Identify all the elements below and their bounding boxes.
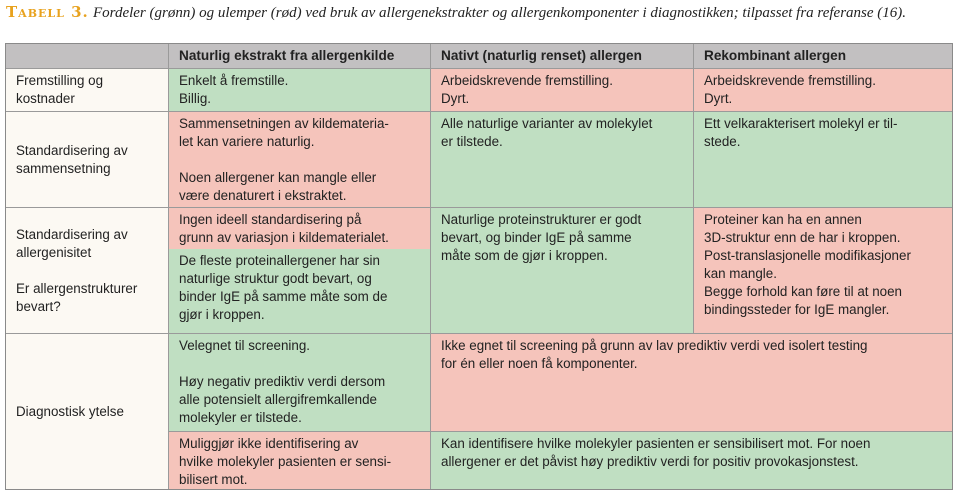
cell-line: Kan identifisere hvilke molekyler pasienten er sensibilisert mot. For noen — [441, 436, 871, 451]
cell-line: stede. — [704, 134, 741, 149]
cell-line: for én eller noen få komponenter. — [441, 356, 638, 371]
cell-line: Proteiner kan ha en annen — [704, 212, 862, 227]
cell-diagnostic-extract-benefit — [168, 333, 430, 431]
cell-production-native — [430, 68, 693, 111]
cell-diagnostic-components-benefit — [430, 431, 952, 489]
cell-line: Naturlige proteinstrukturer er godt — [441, 212, 642, 227]
row-label-line: Diagnostisk ytelse — [16, 403, 124, 419]
cell-line: bevart, og binder IgE på samme — [441, 230, 632, 245]
cell-line: Arbeidskrevende fremstilling. — [704, 73, 876, 88]
cell-line: Ingen ideell standardisering på — [179, 212, 362, 227]
cell-line: Begge forhold kan føre til at noen — [704, 284, 903, 299]
row-label-line: allergenisitet — [16, 244, 92, 260]
cell-line: Post-translasjonelle modifikasjoner — [704, 248, 911, 263]
cell-line: bindingssteder for IgE mangler. — [704, 302, 890, 317]
row-label-line: Standardisering av — [16, 226, 128, 242]
cell-line: alle potensielt allergifremkallende — [179, 392, 377, 407]
cell-line: Noen allergener kan mangle eller — [179, 170, 377, 185]
cell-allergenicity-extract-benefit — [168, 249, 430, 333]
row-label-diagnostic — [6, 333, 168, 489]
cell-line: Sammensetningen av kildemateria- — [179, 116, 389, 131]
cell-line: Velegnet til screening. — [179, 338, 311, 353]
caption-text: Fordeler (grønn) og ulemper (rød) ved bruk av allergenekstrakter og allergenkomponenter i diagnostikken; tilpasset fra referanse (16). — [93, 5, 907, 21]
row-label-line: Standardisering av — [16, 142, 128, 158]
row-label-line: Fremstilling og — [16, 73, 104, 88]
row-label-production — [6, 68, 168, 111]
row-label-line: kostnader — [16, 91, 75, 106]
table-caption — [6, 3, 906, 22]
row-label-line: sammensetning — [16, 160, 111, 176]
cell-allergenicity-extract-drawback — [168, 207, 430, 249]
cell-line: Ikke egnet til screening på grunn av lav prediktiv verdi ved isolert testing — [441, 338, 868, 353]
cell-production-extract — [168, 68, 430, 111]
cell-diagnostic-components-drawback — [430, 333, 952, 431]
cell-line: kan mangle. — [704, 266, 777, 281]
cell-composition-native — [430, 111, 693, 207]
cell-line: Billig. — [179, 91, 211, 106]
caption-label: Tabell 3. — [6, 3, 89, 21]
cell-line: gjør i kroppen. — [179, 307, 265, 322]
cell-composition-extract — [168, 111, 430, 207]
cell-line: Ett velkarakterisert molekyl er til- — [704, 116, 898, 131]
row-label-line: Er allergenstrukturer — [16, 280, 138, 296]
cell-line: bilisert mot. — [179, 472, 248, 487]
cell-allergenicity-native — [430, 207, 693, 333]
cell-line: hvilke molekyler pasienten er sensi- — [179, 454, 392, 469]
cell-line: Muliggjør ikke identifisering av — [179, 436, 359, 451]
cell-allergenicity-recombinant — [693, 207, 952, 333]
cell-line: molekyler er tilstede. — [179, 410, 302, 425]
cell-line: naturlige struktur godt bevart, og — [179, 271, 372, 286]
row-label-line: bevart? — [16, 298, 61, 314]
row-label-allergenicity — [6, 207, 168, 333]
cell-line: binder IgE på samme måte som de — [179, 289, 388, 304]
cell-line: er tilstede. — [441, 134, 503, 149]
cell-line: De fleste proteinallergener har sin — [179, 253, 380, 268]
cell-line: måte som de gjør i kroppen. — [441, 248, 608, 263]
header-native-allergen: Nativt (naturlig renset) allergen — [430, 44, 693, 68]
cell-line: Dyrt. — [704, 91, 733, 106]
cell-line: 3D-struktur enn de har i kroppen. — [704, 230, 901, 245]
cell-line: allergener er det påvist høy prediktiv verdi for positiv provokasjonstest. — [441, 454, 859, 469]
cell-diagnostic-extract-drawback — [168, 431, 430, 489]
cell-line: grunn av variasjon i kildematerialet. — [179, 230, 389, 245]
row-label-composition — [6, 111, 168, 207]
header-recombinant-allergen: Rekombinant allergen — [693, 44, 952, 68]
cell-composition-recombinant — [693, 111, 952, 207]
cell-line: Enkelt å fremstille. — [179, 73, 289, 88]
header-empty — [6, 44, 168, 68]
cell-line: Alle naturlige varianter av molekylet — [441, 116, 653, 131]
cell-line: Dyrt. — [441, 91, 470, 106]
cell-line: Arbeidskrevende fremstilling. — [441, 73, 613, 88]
cell-line: let kan variere naturlig. — [179, 134, 315, 149]
header-natural-extract: Naturlig ekstrakt fra allergenkilde — [168, 44, 430, 68]
cell-production-recombinant — [693, 68, 952, 111]
comparison-table — [5, 43, 953, 490]
cell-line: være denaturert i ekstraktet. — [179, 188, 347, 203]
cell-line: Høy negativ prediktiv verdi dersom — [179, 374, 386, 389]
